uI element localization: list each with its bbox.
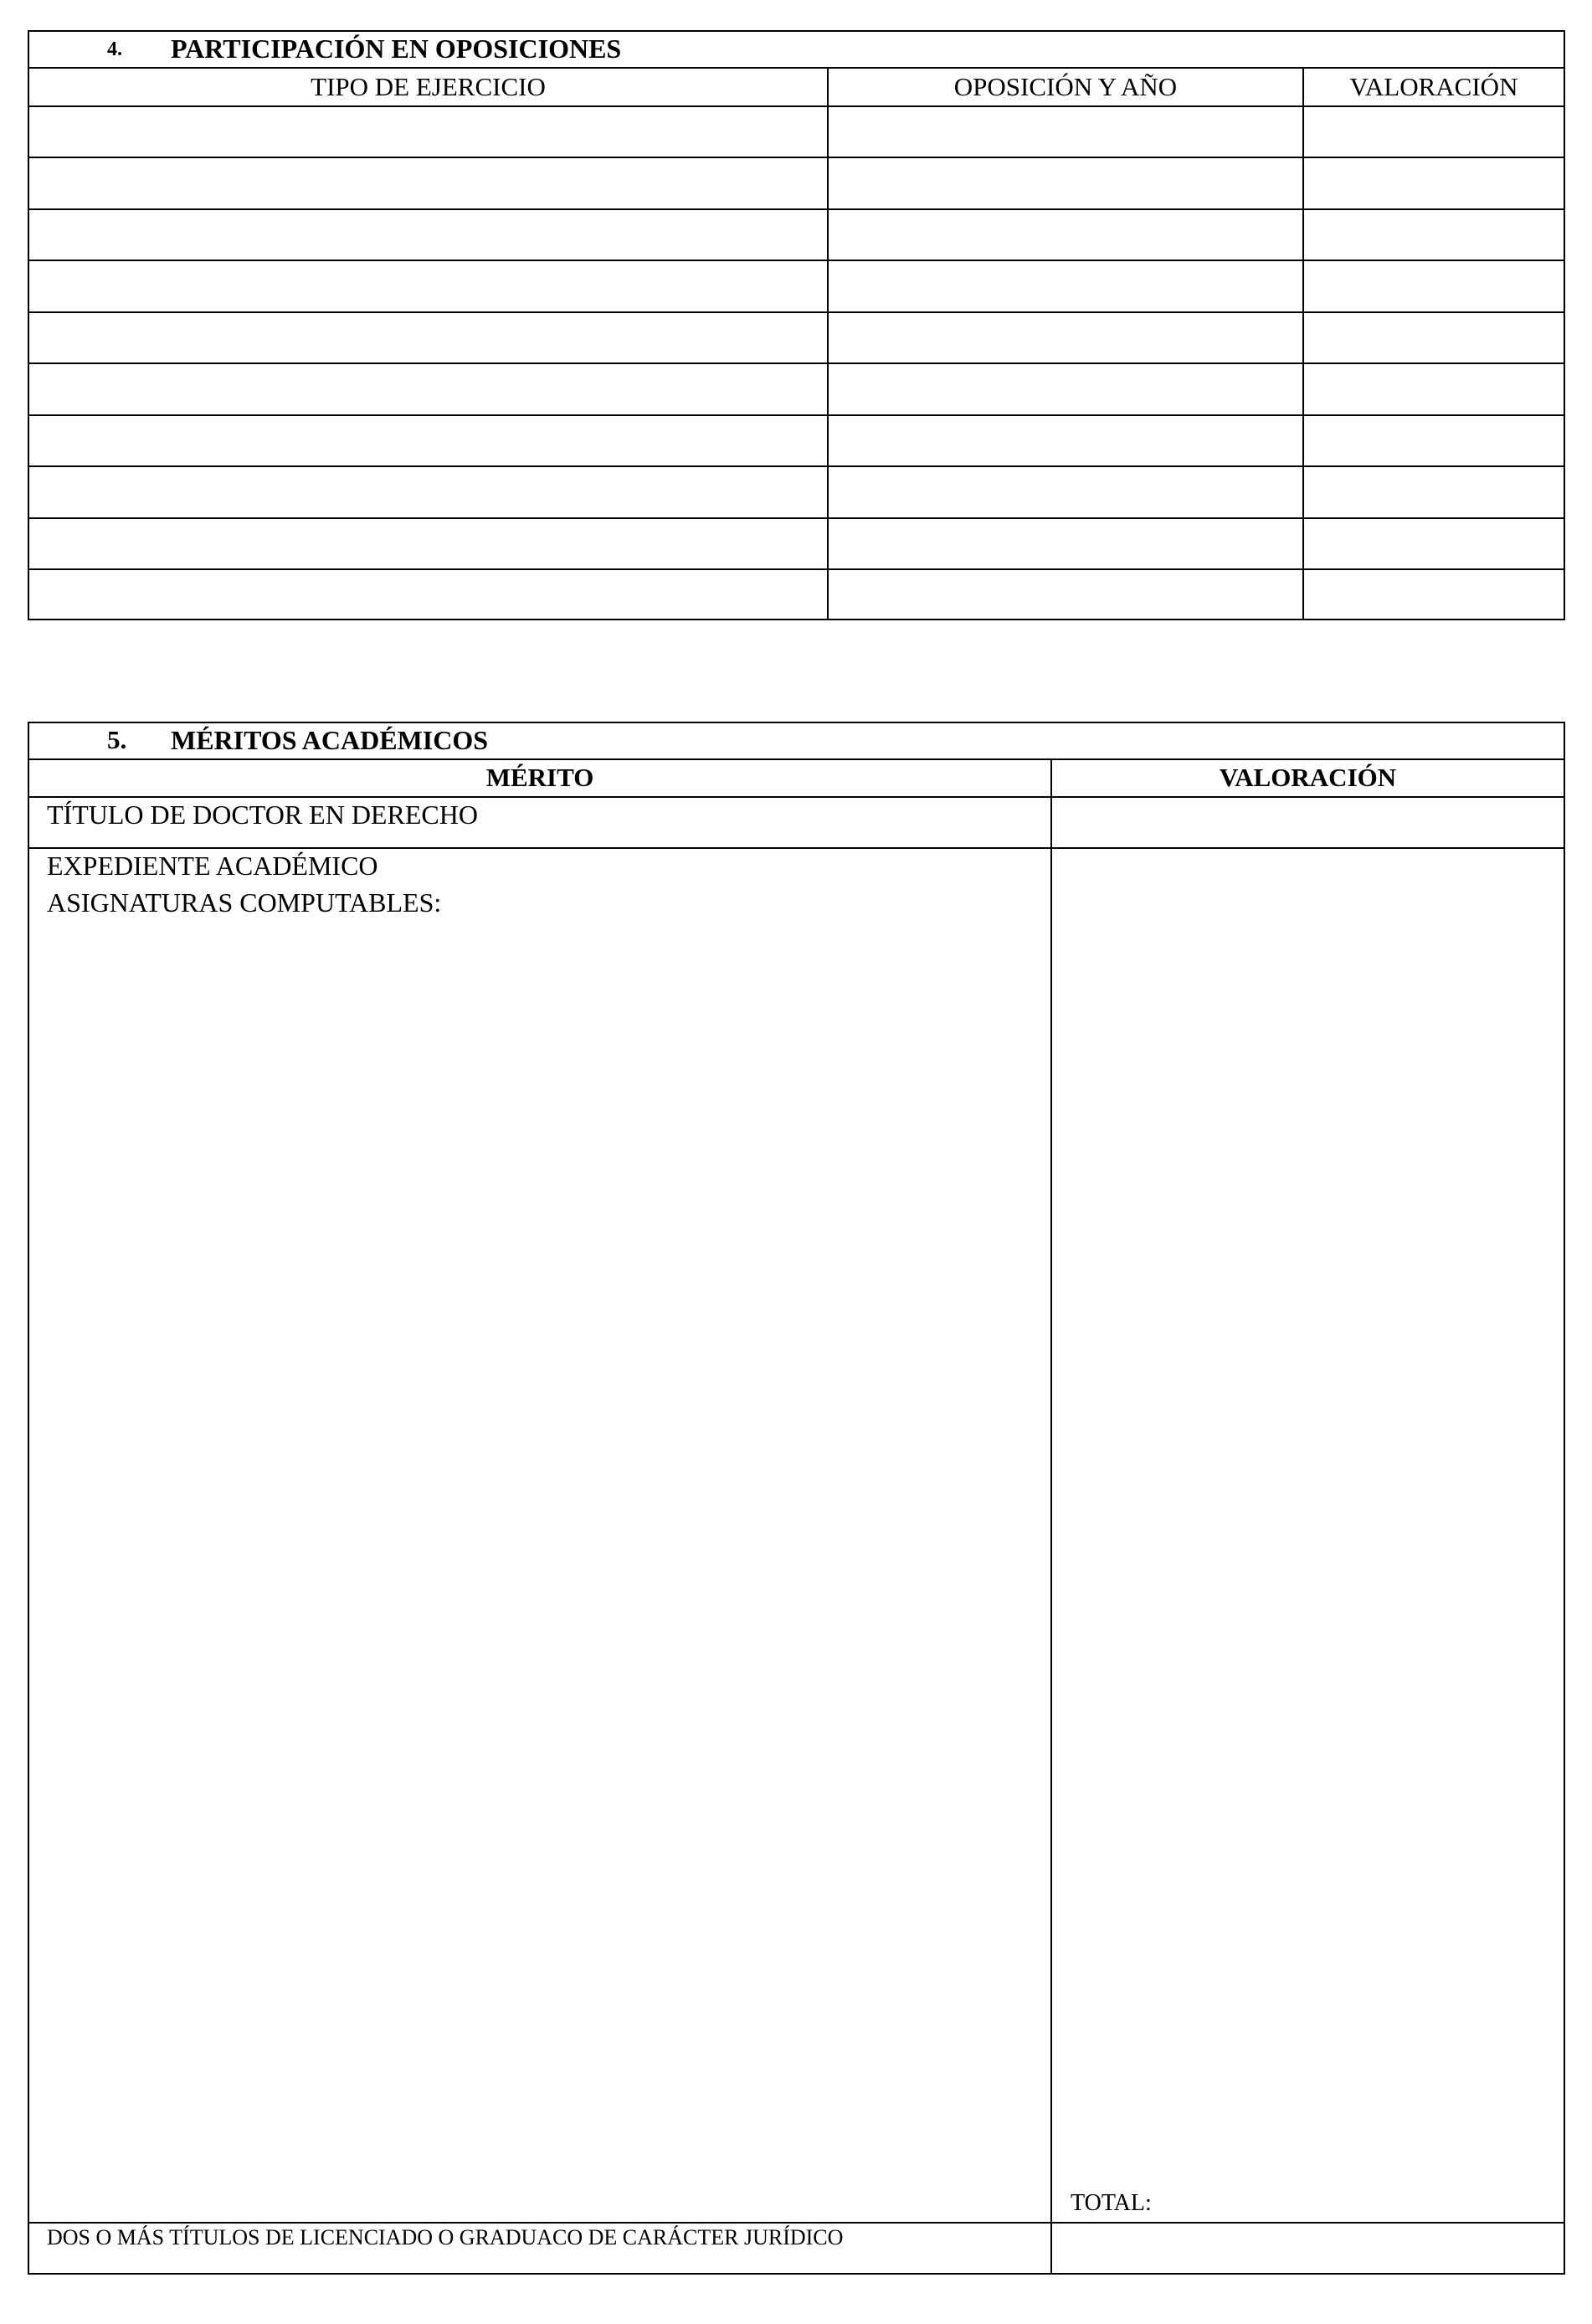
section4-table [28,30,1565,620]
merit-multiple-degrees: DOS O MÁS TÍTULOS DE LICENCIADO O GRADUACO DE CARÁCTER JURÍDICO [47,2225,844,2249]
section4-row-divider [28,362,1565,364]
section5-row-divider [28,2222,1565,2224]
section4-number: 4. [107,39,122,60]
section4-row-divider [28,157,1565,158]
section4-col-divider-1 [827,67,829,620]
section4-row-divider [28,568,1565,570]
section5-columns-divider [28,796,1565,798]
total-label: TOTAL: [1071,2190,1152,2216]
section4-col-tipo: TIPO DE EJERCICIO [311,72,546,101]
section4-row-divider [28,517,1565,519]
merit-doctor-title: TÍTULO DE DOCTOR EN DERECHO [47,800,478,830]
section5-header-divider [28,758,1565,760]
merit-academic-record: EXPEDIENTE ACADÉMICO [47,851,378,881]
section5-col-valoracion: VALORACIÓN [1219,763,1397,792]
section4-col-oposicion: OPOSICIÓN Y AÑO [953,72,1178,101]
section4-row-divider [28,208,1565,210]
section4-row-divider [28,311,1565,313]
section4-header-divider [28,67,1565,69]
section5-col-merito: MÉRITO [485,763,594,792]
section4-col-divider-2 [1302,67,1304,620]
merit-computable-subjects: ASIGNATURAS COMPUTABLES: [47,887,442,918]
section5-col-divider [1050,758,1052,2275]
section4-row-divider [28,260,1565,261]
section5-table [28,722,1565,2275]
section5-row-divider [28,847,1565,849]
section5-number: 5. [107,725,127,754]
section4-col-valoracion: VALORACIÓN [1349,72,1518,101]
section4-columns-divider [28,105,1565,107]
section5-title: MÉRITOS ACADÉMICOS [171,725,489,755]
section4-row-divider [28,465,1565,467]
section4-row-divider [28,414,1565,416]
section4-title: PARTICIPACIÓN EN OPOSICIONES [171,33,622,64]
